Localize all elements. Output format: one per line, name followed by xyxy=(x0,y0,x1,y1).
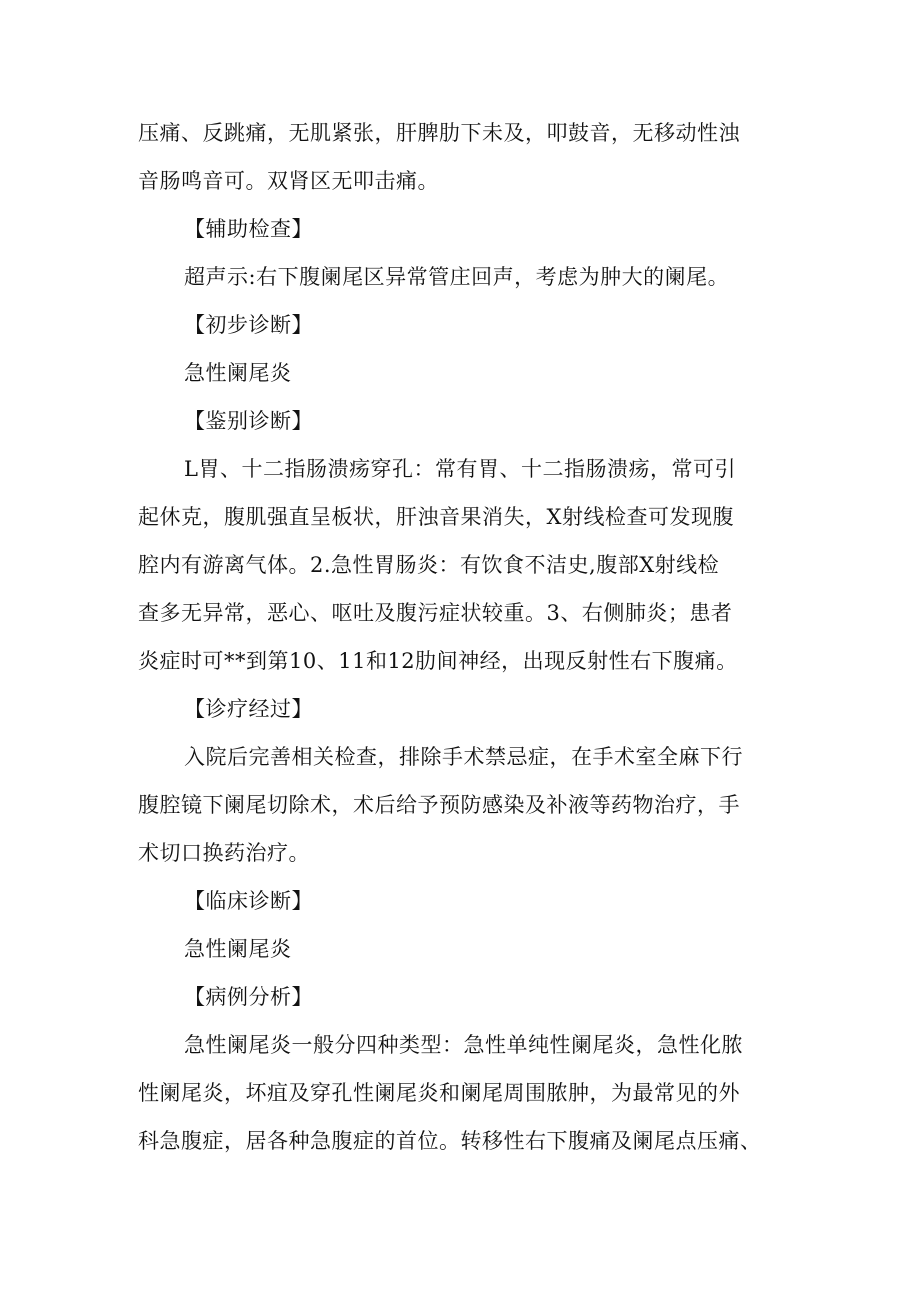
body-text-line: 急性阑尾炎 xyxy=(184,361,292,385)
body-text-line: 炎症时可**到第10、11和12肋间神经，出现反射性右下腹痛。 xyxy=(138,649,738,673)
body-text-line: 腔内有游离气体。2.急性胃肠炎：有饮食不洁史,腹部X射线检 xyxy=(138,553,720,577)
body-text-line: 术切口换药治疗。 xyxy=(138,841,310,865)
body-text-line: 性阑尾炎，坏疽及穿孔性阑尾炎和阑尾周围脓肿，为最常见的外 xyxy=(138,1081,740,1105)
section-heading-treatment-course: 【诊疗经过】 xyxy=(184,697,313,721)
body-text-line: 腹腔镜下阑尾切除术，术后给予预防感染及补液等药物治疗，手 xyxy=(138,793,740,817)
section-heading-differential-diagnosis: 【鉴别诊断】 xyxy=(184,409,313,433)
section-heading-preliminary-diagnosis: 【初步诊断】 xyxy=(184,313,313,337)
body-text-line: 超声示:右下腹阑尾区异常管庄回声，考虑为肿大的阑尾。 xyxy=(184,265,730,289)
body-text-line: 起休克，腹肌强直呈板状，肝浊音果消失，X射线检查可发现腹 xyxy=(138,505,734,529)
body-text-line: 入院后完善相关检查，排除手术禁忌症，在手术室全麻下行 xyxy=(184,745,743,769)
body-text-line: 查多无异常，恶心、呕吐及腹污症状较重。3、右侧肺炎；患者 xyxy=(138,601,733,625)
section-heading-clinical-diagnosis: 【临床诊断】 xyxy=(184,889,313,913)
body-text-line: 急性阑尾炎一般分四种类型：急性单纯性阑尾炎，急性化脓 xyxy=(184,1033,743,1057)
section-heading-auxiliary-exam: 【辅助检查】 xyxy=(184,217,313,241)
body-text-line: 音肠鸣音可。双肾区无叩击痛。 xyxy=(138,169,439,193)
section-heading-case-analysis: 【病例分析】 xyxy=(184,985,313,1009)
body-text-line: L胃、十二指肠溃疡穿孔：常有胃、十二指肠溃疡，常可引 xyxy=(184,457,736,481)
body-text-line: 科急腹症，居各种急腹症的首位。转移性右下腹痛及阑尾点压痛、 xyxy=(138,1129,762,1153)
body-text-line: 急性阑尾炎 xyxy=(184,937,292,961)
body-text-line: 压痛、反跳痛，无肌紧张，肝脾肋下未及，叩鼓音，无移动性浊 xyxy=(138,121,740,145)
